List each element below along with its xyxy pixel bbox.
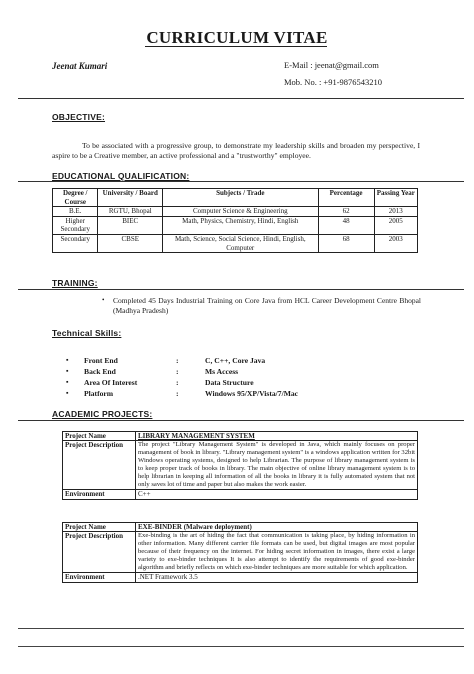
skill-separator: : [176,378,179,387]
project-name: LIBRARY MANAGEMENT SYSTEM [136,432,418,441]
project-environment-label: Environment [63,490,136,499]
education-header-row [53,189,418,207]
table-cell: RGTU, Bhopal [98,207,163,217]
table-cell: 2003 [374,234,417,252]
objective-line-1: To be associated with a progressive group, to demonstrate my leadership skills and broaden my [82,141,377,150]
table-cell: B.E. [53,207,98,217]
project-environment-label: Environment [63,573,136,582]
projects-divider [18,420,464,421]
table-cell: 68 [318,234,374,252]
email-line: E-Mail : jeenat@gmail.com [284,60,379,70]
skill-label: Area Of Interest [84,378,138,387]
column-header: University / Board [98,189,163,207]
project-environment: C++ [136,490,418,499]
table-cell: Higher Secondary [53,216,98,234]
table-row [63,523,418,532]
skill-label: Front End [84,356,118,365]
table-row [53,216,418,234]
candidate-name: Jeenat Kumari [52,61,108,71]
column-header: Percentage [318,189,374,207]
table-cell: Math, Science, Social Science, Hindi, English, Computer [163,234,319,252]
table-cell: CBSE [98,234,163,252]
mobile-line: Mob. No. : +91-9876543210 [284,77,383,87]
table-row [63,441,418,490]
project-name: EXE-BINDER (Malware deployment) [136,523,418,532]
objective-line-2: perspective, I aspire to be a Creative member, an active professional and a "trustworthy" employee. [52,141,420,160]
project-name-label: Project Name [63,523,136,532]
square-bullet-icon: ▪ [66,356,69,364]
education-table [52,188,418,253]
skill-separator: : [176,356,179,365]
project-name-label: Project Name [63,432,136,441]
column-header: Passing Year [374,189,417,207]
objective-text [52,141,420,160]
project-table-2 [62,522,418,583]
skill-label: Platform [84,389,114,398]
table-row [63,532,418,573]
table-row [53,234,418,252]
table-row [63,490,418,499]
skill-value: C, C++, Core Java [205,356,266,365]
objective-heading: OBJECTIVE: [52,112,106,122]
skills-heading: Technical Skills: [52,328,122,338]
skill-separator: : [176,367,179,376]
skill-value: Windows 95/XP/Vista/7/Mac [205,389,299,398]
table-cell: Math, Physics, Chemistry, Hindi, English [163,216,319,234]
skill-separator: : [176,389,179,398]
square-bullet-icon: ▪ [66,389,69,397]
page-title: CURRICULUM VITAE [146,28,328,47]
header-divider [18,98,464,99]
table-row [63,432,418,441]
project-environment: .NET Framework 3.5 [136,573,418,582]
project-table-1 [62,431,418,500]
table-cell: Secondary [53,234,98,252]
skill-value: Ms Access [205,367,239,376]
column-header: Subjects / Trade [163,189,319,207]
table-cell: Computer Science & Engineering [163,207,319,217]
training-heading: TRAINING: [52,278,98,288]
square-bullet-icon: ▪ [66,378,69,386]
table-cell: 62 [318,207,374,217]
table-cell: 48 [318,216,374,234]
table-cell: 2005 [374,216,417,234]
project-description-label: Project Description [63,441,136,490]
projects-heading: ACADEMIC PROJECTS: [52,409,153,419]
education-heading: EDUCATIONAL QUALIFICATION: [52,171,190,181]
project-description: The project "Library Management System" is developed in Java, which mainly focuses on proper management of book in library. "Library management system" is a windows application written for 32bit Windows operating systems, designed to help Librarian. The purpose of library management system is to keep proper track of books in library. The main objective of online library management system is to help librarian in keeping all information of all the books in library it is fully automated system that not only saves lot of time and paper but also makes the work easier. [136,441,418,490]
square-bullet-icon: ▪ [66,367,69,375]
skill-label: Back End [84,367,116,376]
footer-divider [18,646,464,647]
footer-divider [18,628,464,629]
bullet-icon: • [102,296,105,304]
table-row [53,207,418,217]
table-cell: 2013 [374,207,417,217]
table-row [63,573,418,582]
project-description: Exe-binding is the art of hiding the fact that communication is taking place, by hiding information in other information. Many different carrier file formats can be used, but digital images are most popular because of their frequency on the internet. For hiding secret information in images, there exist a large variety to exe-binder techniques It is also attempt to identify the requirements of good exe-binder algorithm and briefly reflects on which exe-binder techniques are more suitable for which application. [136,532,418,573]
education-divider [18,181,464,182]
training-divider [18,289,464,290]
column-header: Degree / Course [53,189,98,207]
training-text: Completed 45 Days Industrial Training on Core Java from HCL Career Development Centre Bhopal (Madhya Pradesh) [113,296,421,315]
skill-value: Data Structure [205,378,254,387]
title-underline [145,46,327,47]
project-description-label: Project Description [63,532,136,573]
table-cell: BIEC [98,216,163,234]
